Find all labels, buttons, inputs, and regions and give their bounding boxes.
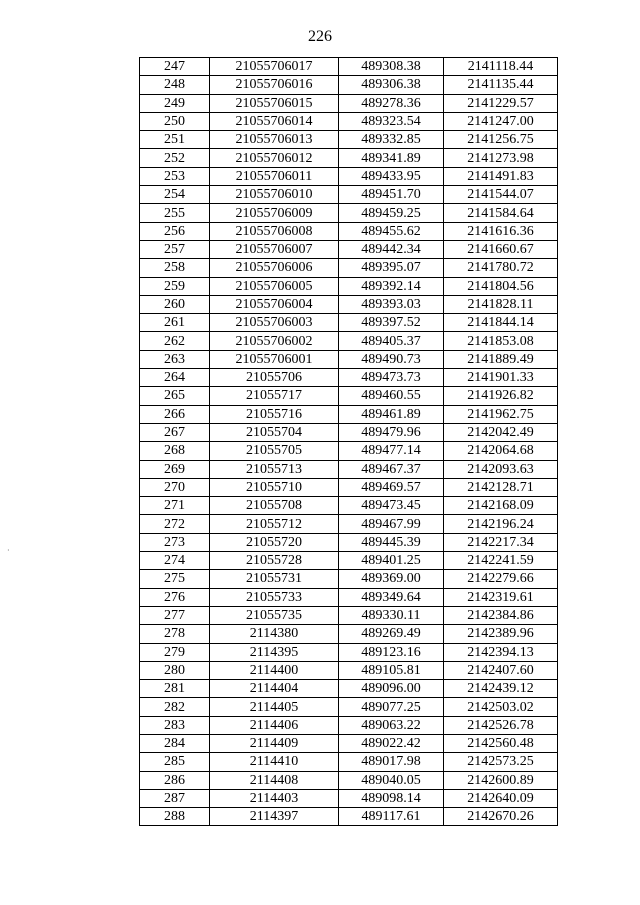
- coordinates-table: [139, 57, 558, 826]
- x-coordinate-cell: 489467.99: [339, 515, 444, 533]
- row-number-cell: 253: [140, 167, 210, 185]
- point-id-cell: 21055706009: [210, 204, 339, 222]
- y-coordinate-cell: 2142217.34: [444, 533, 558, 551]
- x-coordinate-cell: 489063.22: [339, 716, 444, 734]
- table-row: [140, 533, 558, 551]
- row-number-cell: 251: [140, 131, 210, 149]
- y-coordinate-cell: 2142640.09: [444, 789, 558, 807]
- y-coordinate-cell: 2141118.44: [444, 58, 558, 76]
- row-number-cell: 276: [140, 588, 210, 606]
- point-id-cell: 2114380: [210, 625, 339, 643]
- point-id-cell: 21055720: [210, 533, 339, 551]
- y-coordinate-cell: 2142384.86: [444, 606, 558, 624]
- point-id-cell: 21055706011: [210, 167, 339, 185]
- y-coordinate-cell: 2142093.63: [444, 460, 558, 478]
- x-coordinate-cell: 489098.14: [339, 789, 444, 807]
- row-number-cell: 259: [140, 277, 210, 295]
- row-number-cell: 254: [140, 186, 210, 204]
- y-coordinate-cell: 2142560.48: [444, 734, 558, 752]
- table-row: [140, 734, 558, 752]
- table-row: [140, 789, 558, 807]
- stray-mark: ·: [7, 546, 10, 555]
- table-row: [140, 259, 558, 277]
- point-id-cell: 21055706008: [210, 222, 339, 240]
- row-number-cell: 280: [140, 661, 210, 679]
- table-row: [140, 643, 558, 661]
- table-row: [140, 314, 558, 332]
- coordinates-table-body: [140, 58, 558, 826]
- page-number: 226: [308, 28, 332, 45]
- x-coordinate-cell: 489096.00: [339, 680, 444, 698]
- y-coordinate-cell: 2141135.44: [444, 76, 558, 94]
- row-number-cell: 283: [140, 716, 210, 734]
- point-id-cell: 21055713: [210, 460, 339, 478]
- y-coordinate-cell: 2141926.82: [444, 387, 558, 405]
- x-coordinate-cell: 489445.39: [339, 533, 444, 551]
- row-number-cell: 267: [140, 423, 210, 441]
- row-number-cell: 274: [140, 552, 210, 570]
- table-row: [140, 186, 558, 204]
- row-number-cell: 249: [140, 94, 210, 112]
- table-row: [140, 350, 558, 368]
- y-coordinate-cell: 2142241.59: [444, 552, 558, 570]
- table-row: [140, 588, 558, 606]
- row-number-cell: 285: [140, 753, 210, 771]
- row-number-cell: 287: [140, 789, 210, 807]
- table-row: [140, 716, 558, 734]
- table-row: [140, 222, 558, 240]
- x-coordinate-cell: 489017.98: [339, 753, 444, 771]
- y-coordinate-cell: 2142600.89: [444, 771, 558, 789]
- x-coordinate-cell: 489392.14: [339, 277, 444, 295]
- y-coordinate-cell: 2142407.60: [444, 661, 558, 679]
- table-row: [140, 76, 558, 94]
- x-coordinate-cell: 489451.70: [339, 186, 444, 204]
- x-coordinate-cell: 489433.95: [339, 167, 444, 185]
- point-id-cell: 21055712: [210, 515, 339, 533]
- x-coordinate-cell: 489117.61: [339, 808, 444, 826]
- table-row: [140, 771, 558, 789]
- row-number-cell: 252: [140, 149, 210, 167]
- table-row: [140, 442, 558, 460]
- row-number-cell: 247: [140, 58, 210, 76]
- point-id-cell: 21055706013: [210, 131, 339, 149]
- point-id-cell: 21055716: [210, 405, 339, 423]
- point-id-cell: 2114406: [210, 716, 339, 734]
- x-coordinate-cell: 489341.89: [339, 149, 444, 167]
- x-coordinate-cell: 489490.73: [339, 350, 444, 368]
- row-number-cell: 260: [140, 295, 210, 313]
- point-id-cell: 21055706012: [210, 149, 339, 167]
- x-coordinate-cell: 489397.52: [339, 314, 444, 332]
- x-coordinate-cell: 489473.73: [339, 369, 444, 387]
- y-coordinate-cell: 2142064.68: [444, 442, 558, 460]
- point-id-cell: 21055706016: [210, 76, 339, 94]
- x-coordinate-cell: 489278.36: [339, 94, 444, 112]
- row-number-cell: 258: [140, 259, 210, 277]
- table-row: [140, 332, 558, 350]
- y-coordinate-cell: 2141844.14: [444, 314, 558, 332]
- table-row: [140, 277, 558, 295]
- y-coordinate-cell: 2141853.08: [444, 332, 558, 350]
- table-row: [140, 625, 558, 643]
- point-id-cell: 21055728: [210, 552, 339, 570]
- table-row: [140, 94, 558, 112]
- row-number-cell: 263: [140, 350, 210, 368]
- row-number-cell: 268: [140, 442, 210, 460]
- row-number-cell: 262: [140, 332, 210, 350]
- point-id-cell: 21055706001: [210, 350, 339, 368]
- x-coordinate-cell: 489467.37: [339, 460, 444, 478]
- x-coordinate-cell: 489479.96: [339, 423, 444, 441]
- table-row: [140, 606, 558, 624]
- table-row: [140, 295, 558, 313]
- point-id-cell: 2114409: [210, 734, 339, 752]
- y-coordinate-cell: 2142526.78: [444, 716, 558, 734]
- y-coordinate-cell: 2142279.66: [444, 570, 558, 588]
- x-coordinate-cell: 489369.00: [339, 570, 444, 588]
- table-row: [140, 661, 558, 679]
- point-id-cell: 21055706017: [210, 58, 339, 76]
- table-row: [140, 515, 558, 533]
- x-coordinate-cell: 489332.85: [339, 131, 444, 149]
- point-id-cell: 21055708: [210, 497, 339, 515]
- x-coordinate-cell: 489455.62: [339, 222, 444, 240]
- point-id-cell: 2114400: [210, 661, 339, 679]
- y-coordinate-cell: 2141273.98: [444, 149, 558, 167]
- x-coordinate-cell: 489323.54: [339, 112, 444, 130]
- x-coordinate-cell: 489459.25: [339, 204, 444, 222]
- point-id-cell: 2114410: [210, 753, 339, 771]
- y-coordinate-cell: 2141616.36: [444, 222, 558, 240]
- y-coordinate-cell: 2141491.83: [444, 167, 558, 185]
- x-coordinate-cell: 489330.11: [339, 606, 444, 624]
- y-coordinate-cell: 2141660.67: [444, 240, 558, 258]
- x-coordinate-cell: 489022.42: [339, 734, 444, 752]
- table-row: [140, 753, 558, 771]
- y-coordinate-cell: 2141229.57: [444, 94, 558, 112]
- point-id-cell: 2114405: [210, 698, 339, 716]
- point-id-cell: 21055706007: [210, 240, 339, 258]
- y-coordinate-cell: 2141256.75: [444, 131, 558, 149]
- x-coordinate-cell: 489401.25: [339, 552, 444, 570]
- point-id-cell: 2114395: [210, 643, 339, 661]
- row-number-cell: 288: [140, 808, 210, 826]
- row-number-cell: 282: [140, 698, 210, 716]
- table-row: [140, 240, 558, 258]
- row-number-cell: 271: [140, 497, 210, 515]
- row-number-cell: 275: [140, 570, 210, 588]
- row-number-cell: 269: [140, 460, 210, 478]
- y-coordinate-cell: 2142196.24: [444, 515, 558, 533]
- row-number-cell: 277: [140, 606, 210, 624]
- point-id-cell: 21055710: [210, 478, 339, 496]
- x-coordinate-cell: 489308.38: [339, 58, 444, 76]
- x-coordinate-cell: 489393.03: [339, 295, 444, 313]
- table-row: [140, 131, 558, 149]
- table-row: [140, 387, 558, 405]
- point-id-cell: 21055704: [210, 423, 339, 441]
- point-id-cell: 21055735: [210, 606, 339, 624]
- x-coordinate-cell: 489477.14: [339, 442, 444, 460]
- y-coordinate-cell: 2141804.56: [444, 277, 558, 295]
- table-row: [140, 698, 558, 716]
- table-row: [140, 478, 558, 496]
- row-number-cell: 270: [140, 478, 210, 496]
- point-id-cell: 2114397: [210, 808, 339, 826]
- row-number-cell: 278: [140, 625, 210, 643]
- point-id-cell: 21055706004: [210, 295, 339, 313]
- y-coordinate-cell: 2141889.49: [444, 350, 558, 368]
- y-coordinate-cell: 2142128.71: [444, 478, 558, 496]
- y-coordinate-cell: 2142168.09: [444, 497, 558, 515]
- table-row: [140, 570, 558, 588]
- y-coordinate-cell: 2141544.07: [444, 186, 558, 204]
- row-number-cell: 248: [140, 76, 210, 94]
- x-coordinate-cell: 489105.81: [339, 661, 444, 679]
- point-id-cell: 21055705: [210, 442, 339, 460]
- row-number-cell: 250: [140, 112, 210, 130]
- x-coordinate-cell: 489405.37: [339, 332, 444, 350]
- table-row: [140, 369, 558, 387]
- point-id-cell: 2114408: [210, 771, 339, 789]
- row-number-cell: 272: [140, 515, 210, 533]
- table-row: [140, 405, 558, 423]
- point-id-cell: 21055733: [210, 588, 339, 606]
- row-number-cell: 281: [140, 680, 210, 698]
- row-number-cell: 266: [140, 405, 210, 423]
- y-coordinate-cell: 2142319.61: [444, 588, 558, 606]
- x-coordinate-cell: 489395.07: [339, 259, 444, 277]
- table-row: [140, 680, 558, 698]
- y-coordinate-cell: 2141584.64: [444, 204, 558, 222]
- table-row: [140, 808, 558, 826]
- row-number-cell: 256: [140, 222, 210, 240]
- x-coordinate-cell: 489040.05: [339, 771, 444, 789]
- point-id-cell: 21055706005: [210, 277, 339, 295]
- row-number-cell: 273: [140, 533, 210, 551]
- point-id-cell: 21055717: [210, 387, 339, 405]
- x-coordinate-cell: 489469.57: [339, 478, 444, 496]
- point-id-cell: 21055706006: [210, 259, 339, 277]
- table-row: [140, 552, 558, 570]
- x-coordinate-cell: 489269.49: [339, 625, 444, 643]
- x-coordinate-cell: 489461.89: [339, 405, 444, 423]
- y-coordinate-cell: 2142394.13: [444, 643, 558, 661]
- row-number-cell: 279: [140, 643, 210, 661]
- table-row: [140, 423, 558, 441]
- x-coordinate-cell: 489473.45: [339, 497, 444, 515]
- x-coordinate-cell: 489349.64: [339, 588, 444, 606]
- point-id-cell: 2114404: [210, 680, 339, 698]
- table-row: [140, 112, 558, 130]
- y-coordinate-cell: 2142042.49: [444, 423, 558, 441]
- point-id-cell: 21055731: [210, 570, 339, 588]
- y-coordinate-cell: 2142503.02: [444, 698, 558, 716]
- table-row: [140, 58, 558, 76]
- y-coordinate-cell: 2141247.00: [444, 112, 558, 130]
- row-number-cell: 264: [140, 369, 210, 387]
- row-number-cell: 257: [140, 240, 210, 258]
- x-coordinate-cell: 489123.16: [339, 643, 444, 661]
- point-id-cell: 2114403: [210, 789, 339, 807]
- y-coordinate-cell: 2142573.25: [444, 753, 558, 771]
- row-number-cell: 284: [140, 734, 210, 752]
- x-coordinate-cell: 489306.38: [339, 76, 444, 94]
- row-number-cell: 255: [140, 204, 210, 222]
- table-row: [140, 204, 558, 222]
- y-coordinate-cell: 2141901.33: [444, 369, 558, 387]
- y-coordinate-cell: 2142439.12: [444, 680, 558, 698]
- x-coordinate-cell: 489077.25: [339, 698, 444, 716]
- y-coordinate-cell: 2141962.75: [444, 405, 558, 423]
- row-number-cell: 265: [140, 387, 210, 405]
- row-number-cell: 286: [140, 771, 210, 789]
- x-coordinate-cell: 489442.34: [339, 240, 444, 258]
- y-coordinate-cell: 2142670.26: [444, 808, 558, 826]
- y-coordinate-cell: 2141780.72: [444, 259, 558, 277]
- table-row: [140, 460, 558, 478]
- table-row: [140, 167, 558, 185]
- point-id-cell: 21055706014: [210, 112, 339, 130]
- table-row: [140, 149, 558, 167]
- table-row: [140, 497, 558, 515]
- point-id-cell: 21055706015: [210, 94, 339, 112]
- point-id-cell: 21055706002: [210, 332, 339, 350]
- y-coordinate-cell: 2142389.96: [444, 625, 558, 643]
- x-coordinate-cell: 489460.55: [339, 387, 444, 405]
- y-coordinate-cell: 2141828.11: [444, 295, 558, 313]
- point-id-cell: 21055706010: [210, 186, 339, 204]
- point-id-cell: 21055706003: [210, 314, 339, 332]
- point-id-cell: 21055706: [210, 369, 339, 387]
- row-number-cell: 261: [140, 314, 210, 332]
